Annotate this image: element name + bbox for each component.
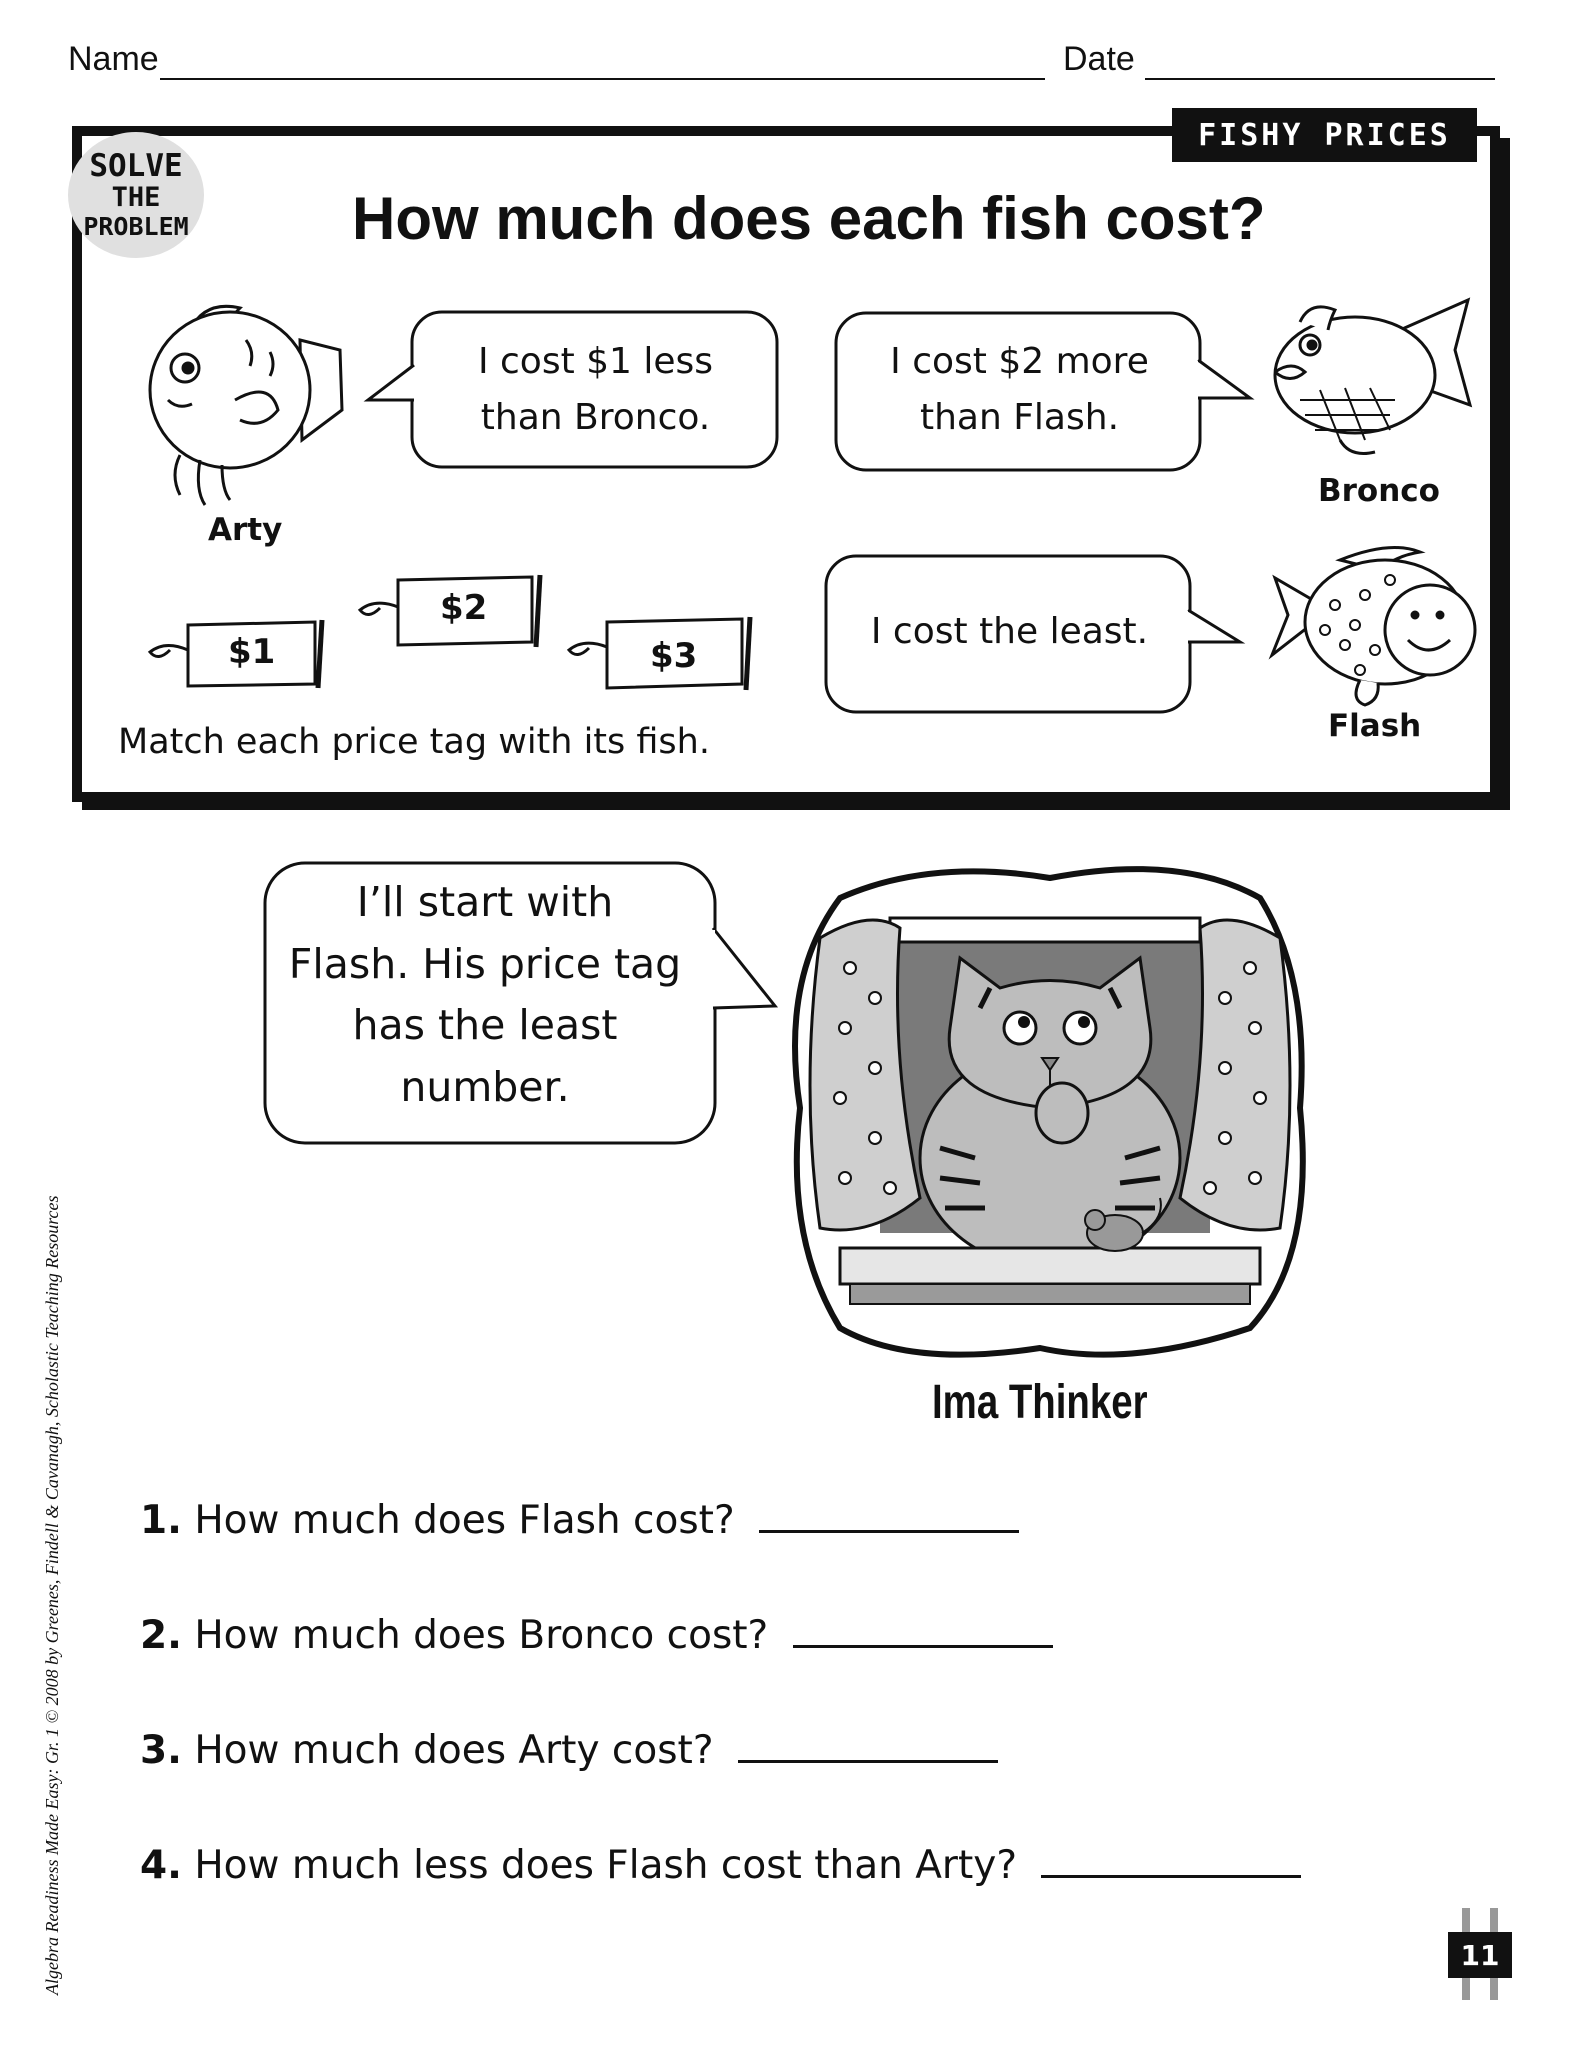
thinker-name: Ima Thinker: [932, 1376, 1148, 1429]
flash-name: Flash: [1328, 708, 1422, 744]
question-4-text: How much less does Flash cost than Arty?: [194, 1843, 1018, 1888]
thinker-line-4: number.: [400, 1062, 570, 1111]
instruction-text: Match each price tag with its fish.: [118, 722, 710, 762]
question-3: [140, 1724, 998, 1773]
bronco-speech-text: [842, 334, 1197, 446]
date-label: Date: [1063, 40, 1135, 78]
page-title: How much does each fish cost?: [352, 185, 1266, 252]
question-3-text: How much does Arty cost?: [194, 1728, 714, 1773]
flash-fish-illustration: [1272, 548, 1475, 706]
price-tag-1-label: $1: [228, 632, 276, 672]
question-1-text: How much does Flash cost?: [194, 1498, 735, 1543]
section-tab: FISHY PRICES: [1172, 108, 1477, 162]
bronco-speech-line-2: than Flash.: [919, 396, 1120, 438]
answer-2-field[interactable]: [793, 1609, 1053, 1648]
copyright-credit: Algebra Readiness Made Easy: Gr. 1 © 2008 by Greenes, Findell & Cavanagh, Scholastic Teaching Resources: [42, 1195, 62, 1995]
question-3-number: 3.: [140, 1728, 182, 1773]
question-2-text: How much does Bronco cost?: [194, 1613, 769, 1658]
answer-3-field[interactable]: [738, 1724, 998, 1763]
question-2: [140, 1609, 1053, 1658]
flash-speech-text: I cost the least.: [870, 611, 1149, 652]
arty-fish-illustration: [150, 306, 342, 505]
badge-line-2: THE: [111, 182, 161, 214]
thinker-line-3: has the least: [352, 1001, 618, 1049]
answer-4-field[interactable]: [1041, 1839, 1301, 1878]
question-4-number: 4.: [140, 1843, 182, 1888]
answer-1-field[interactable]: [759, 1494, 1019, 1533]
fish-scene: [0, 0, 1577, 820]
arty-speech-text: [418, 334, 773, 446]
question-4: [140, 1839, 1301, 1888]
question-1-number: 1.: [140, 1498, 182, 1543]
price-tag-2-label: $2: [440, 588, 488, 628]
bronco-fish-illustration: [1275, 300, 1470, 454]
page-number: 11: [1448, 1932, 1512, 1978]
cat-thinker-illustration: [780, 858, 1320, 1368]
arty-speech-line-1: I cost $1 less: [477, 341, 714, 382]
thinker-line-2: Flash. His price tag: [288, 939, 682, 988]
question-2-number: 2.: [140, 1613, 182, 1658]
bronco-name: Bronco: [1318, 473, 1440, 509]
price-tag-3-label: $3: [650, 636, 698, 676]
thinker-line-1: I’ll start with: [356, 878, 614, 926]
arty-name: Arty: [208, 512, 283, 548]
question-1: [140, 1494, 1019, 1543]
thinker-speech-text: [270, 872, 700, 1118]
bronco-speech-line-1: I cost $2 more: [890, 341, 1149, 382]
name-label: Name: [68, 40, 159, 78]
badge-line-1: SOLVE: [89, 148, 183, 185]
arty-speech-line-2: than Bronco.: [480, 396, 711, 438]
badge-line-3: PROBLEM: [83, 212, 189, 242]
